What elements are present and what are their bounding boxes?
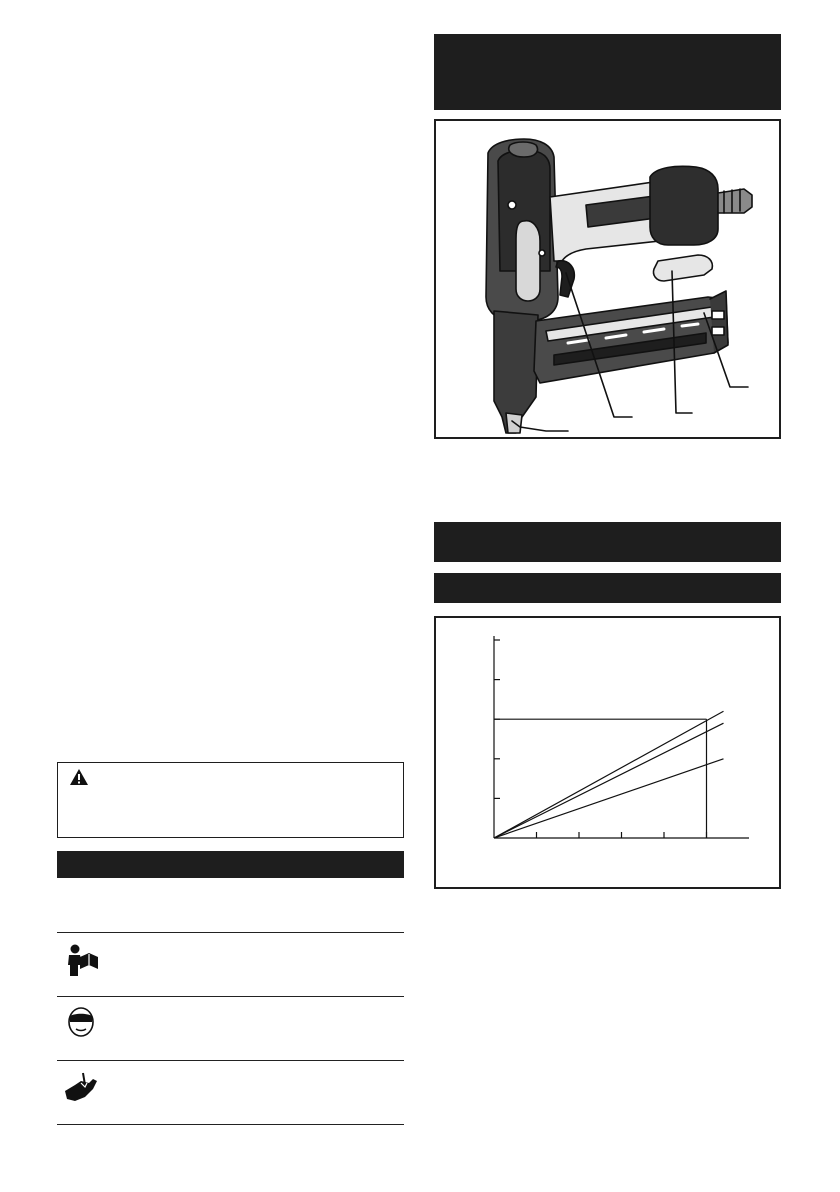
warning-triangle-icon <box>69 768 89 786</box>
warning-box <box>57 762 404 838</box>
symbols-bar <box>57 851 404 878</box>
read-manual-icon <box>65 943 99 977</box>
subsection-bar <box>434 573 781 603</box>
title-bar <box>434 34 781 110</box>
line-chart <box>436 618 779 887</box>
chart-figure <box>434 616 781 889</box>
symbol-row <box>57 933 404 996</box>
series-line <box>494 723 724 838</box>
tool-figure <box>434 119 781 439</box>
nailer-illustration <box>436 121 779 437</box>
symbol-row <box>57 997 404 1060</box>
symbol-row <box>57 1061 404 1124</box>
series-line <box>494 711 724 838</box>
safety-glasses-icon <box>67 1007 95 1037</box>
series-line <box>494 759 724 838</box>
divider <box>57 1124 404 1125</box>
hand-injury-icon <box>63 1071 99 1105</box>
section-bar <box>434 522 781 562</box>
